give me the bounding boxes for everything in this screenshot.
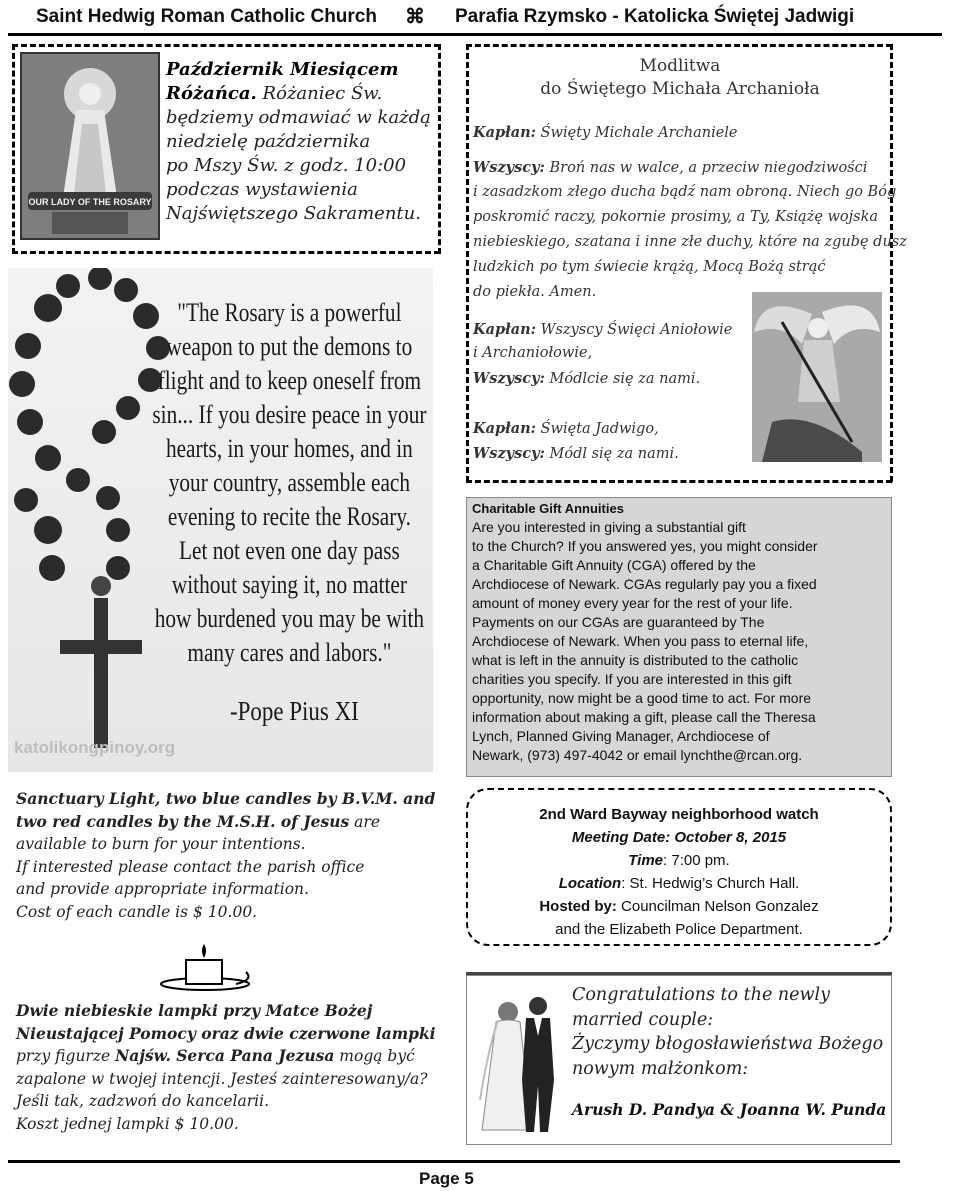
- cga-line: Archdiocese of Newark. CGAs regularly pay you a fixed: [472, 576, 817, 592]
- quote-author: -Pope Pius XI: [230, 696, 359, 726]
- prayer-speaker: Kapłan:: [473, 124, 537, 141]
- watch-title: 2nd Ward Bayway neighborhood watch: [539, 806, 819, 823]
- watch-time-value: : 7:00 pm.: [663, 852, 730, 869]
- quote-line: evening to recite the Rosary.: [167, 502, 411, 531]
- watch-location-value: : St. Hedwig’s Church Hall.: [621, 875, 800, 892]
- watch-location: [470, 872, 888, 895]
- prayer-line: [473, 370, 700, 387]
- lampki-line: Nieustającej Pomocy oraz dwie czerwone lampki: [16, 1023, 436, 1043]
- cga-line: Are you interested in giving a substantial gift: [472, 519, 746, 535]
- watch-time: [470, 849, 888, 872]
- header-rule: [8, 33, 942, 36]
- watch-location-label: Location: [558, 875, 622, 892]
- rosary-line: Najświętszego Sakramentu.: [166, 203, 421, 224]
- lampki-line: [16, 1045, 446, 1068]
- our-lady-caption: OUR LADY OF THE ROSARY: [28, 197, 152, 207]
- watch-host-line2: and the Elizabeth Police Department.: [555, 921, 803, 938]
- prayer-text: Wszyscy Święci Aniołowie: [536, 322, 733, 338]
- st-michael-image: [752, 292, 882, 462]
- quote-line: many cares and labors.": [187, 638, 392, 667]
- prayer-title-line: Modlitwa: [639, 56, 721, 76]
- our-lady-icon: [22, 54, 158, 238]
- prayer-frame-bottom: [466, 480, 892, 483]
- rosary-text-span: Różaniec Św.: [256, 83, 383, 104]
- quote-line: how burdened you may be with: [154, 604, 425, 633]
- rosary-frame-right: [438, 44, 441, 254]
- sanctuary-bold-text: two red candles by the M.S.H. of Jesus: [16, 811, 350, 831]
- lampki-notice: [16, 1000, 446, 1135]
- quote-line: your country, assemble each: [168, 468, 411, 497]
- lampki-line: Dwie niebieskie lampki przy Matce Bożej: [16, 1001, 373, 1020]
- rosary-frame-bottom: [12, 251, 440, 254]
- cga-line: Newark, (973) 497-4042 or email lynchthe@rcan.org.: [472, 747, 803, 763]
- sanctuary-text-span: are: [349, 812, 381, 831]
- wedding-congratulations: [572, 983, 892, 1081]
- sanctuary-line: [16, 811, 436, 834]
- cga-line: amount of money every year for the rest of your life.: [472, 595, 793, 611]
- prayer-speaker: Wszyscy:: [473, 370, 545, 387]
- quote-line: weapon to put the demons to: [166, 332, 413, 361]
- prayer-line: [473, 124, 738, 141]
- prayer-line: [473, 420, 659, 437]
- prayer-frame-top: [466, 44, 892, 47]
- prayer-title: [470, 55, 890, 101]
- lampki-text-span: mogą być: [334, 1047, 415, 1065]
- prayer-text: Módlcie się za nami.: [544, 371, 701, 387]
- cga-line: Payments on our CGAs are guaranteed by The: [472, 614, 765, 630]
- cga-title: Charitable Gift Annuities: [472, 501, 624, 516]
- lampki-bold-text: Najśw. Serca Pana Jezusa: [115, 1046, 335, 1065]
- quote-line: Let not even one day pass: [178, 536, 400, 565]
- wedding-line: nowym małżonkom:: [572, 1058, 749, 1079]
- rosary-line: po Mszy Św. z godz. 10:00: [166, 155, 407, 176]
- prayer-text: Święta Jadwigo,: [536, 421, 659, 437]
- cga-body: [472, 518, 892, 765]
- bride-groom-icon: [478, 990, 566, 1136]
- prayer-line: [473, 159, 867, 176]
- lampki-line: Koszt jednej lampki $ 10.00.: [16, 1114, 239, 1133]
- wedding-couple-names: Arush D. Pandya & Joanna W. Punda: [572, 1100, 887, 1119]
- prayer-frame-right: [890, 44, 893, 482]
- watch-time-label: Time: [628, 852, 664, 869]
- quote-watermark: katolikongpinoy.org: [14, 738, 176, 757]
- cga-line: to the Church? If you answered yes, you might consider: [472, 538, 818, 554]
- cga-line: a Charitable Gift Annuity (CGA) offered by the: [472, 557, 756, 573]
- lampki-line: zapalone w twojej intencji. Jesteś zainteresowany/a?: [16, 1069, 428, 1088]
- quote-line: without saying it, no matter: [171, 570, 407, 599]
- cross-icon: ⌘: [405, 6, 425, 28]
- archangel-icon: [752, 292, 882, 462]
- pope-quote: [150, 296, 429, 670]
- sanctuary-line: and provide appropriate information.: [16, 880, 309, 898]
- prayer-line: i zasadzkom złego ducha bądź nam obroną. Niech go Bóg: [473, 184, 897, 200]
- cga-line: opportunity, now might be a good time to act. For more: [472, 690, 812, 706]
- sanctuary-line: If interested please contact the parish office: [16, 857, 365, 876]
- watch-host-value: Councilman Nelson Gonzalez: [616, 898, 819, 915]
- prayer-speaker: Wszyscy:: [473, 445, 545, 462]
- cga-line: Archdiocese of Newark. When you pass to eternal life,: [472, 633, 809, 649]
- watch-host: [470, 895, 888, 918]
- prayer-frame-left: [466, 44, 469, 482]
- our-lady-rosary-image: [20, 52, 160, 240]
- cga-line: charities you specify. If you are interested in this gift: [472, 671, 792, 687]
- sanctuary-line: Sanctuary Light, two blue candles by B.V.M. and: [16, 789, 436, 808]
- prayer-line: i Archaniołowie,: [473, 345, 593, 361]
- rosary-bold-text: Różańca.: [166, 83, 257, 104]
- prayer-line: [473, 321, 732, 338]
- quote-line: flight and to keep oneself from: [157, 366, 422, 395]
- rosary-announcement: [166, 58, 436, 226]
- neighborhood-watch-text: [470, 803, 888, 941]
- prayer-title-line: do Świętego Michała Archanioła: [540, 79, 820, 99]
- rosary-line: będziemy odmawiać w każdą: [166, 107, 431, 128]
- quote-line: "The Rosary is a powerful: [177, 298, 402, 327]
- header-church-name: Saint Hedwig Roman Catholic Church: [36, 6, 377, 27]
- wedding-line: Życzymy błogosławieństwa Bożego: [572, 1034, 884, 1054]
- prayer-speaker: Kapłan:: [473, 321, 537, 338]
- cga-line: Lynch, Planned Giving Manager, Archdiocese of: [472, 728, 770, 744]
- wedding-couple-image: [478, 990, 566, 1136]
- candle-icon: [150, 944, 260, 992]
- sanctuary-line: available to burn for your intentions.: [16, 835, 306, 853]
- lampki-text-span: przy figurze: [16, 1047, 116, 1065]
- prayer-speaker: Wszyscy:: [473, 159, 545, 176]
- wedding-line: Congratulations to the newly: [572, 985, 830, 1005]
- footer-rule: [8, 1160, 900, 1163]
- prayer-line: poskromić raczy, pokornie prosimy, a Ty, Książę wojska: [473, 209, 879, 225]
- prayer-text: Święty Michale Archaniele: [536, 125, 738, 141]
- rosary-line: podczas wystawienia: [166, 179, 358, 200]
- header-parish-name: Parafia Rzymsko - Katolicka Świętej Jadwigi: [455, 6, 855, 27]
- cga-line: information about making a gift, please call the Theresa: [472, 709, 816, 725]
- rosary-frame-top: [12, 44, 440, 47]
- lampki-line: Jeśli tak, zadzwoń do kancelarii.: [16, 1092, 270, 1110]
- prayer-line: niebieskiego, szatana i inne złe duchy, które na zgubę dusz: [473, 234, 907, 250]
- watch-date: Meeting Date: October 8, 2015: [571, 829, 787, 846]
- rosary-line: Październik Miesiącem: [166, 59, 399, 80]
- sanctuary-light-notice: [16, 788, 436, 923]
- prayer-text: Broń nas w walce, a przeciw niegodziwości: [544, 160, 868, 176]
- rosary-line: niedzielę października: [166, 131, 371, 152]
- prayer-line: [473, 445, 679, 462]
- sanctuary-line: Cost of each candle is $ 10.00.: [16, 902, 258, 921]
- quote-line: hearts, in your homes, and in: [165, 434, 413, 463]
- prayer-line: ludzkich po tym świecie krążą, Mocą Bożą strąć: [473, 259, 826, 275]
- prayer-line: do piekła. Amen.: [473, 284, 597, 300]
- cga-line: what is left in the annuity is distributed to the catholic: [472, 652, 799, 668]
- wedding-line: married couple:: [572, 1009, 714, 1030]
- prayer-text: Módl się za nami.: [544, 446, 679, 462]
- quote-line: sin... If you desire peace in your: [152, 400, 427, 429]
- rosary-line: [166, 82, 436, 106]
- page-number: Page 5: [419, 1169, 474, 1188]
- watch-host-label: Hosted by:: [539, 898, 617, 915]
- prayer-speaker: Kapłan:: [473, 420, 537, 437]
- rosary-frame-left: [12, 44, 15, 254]
